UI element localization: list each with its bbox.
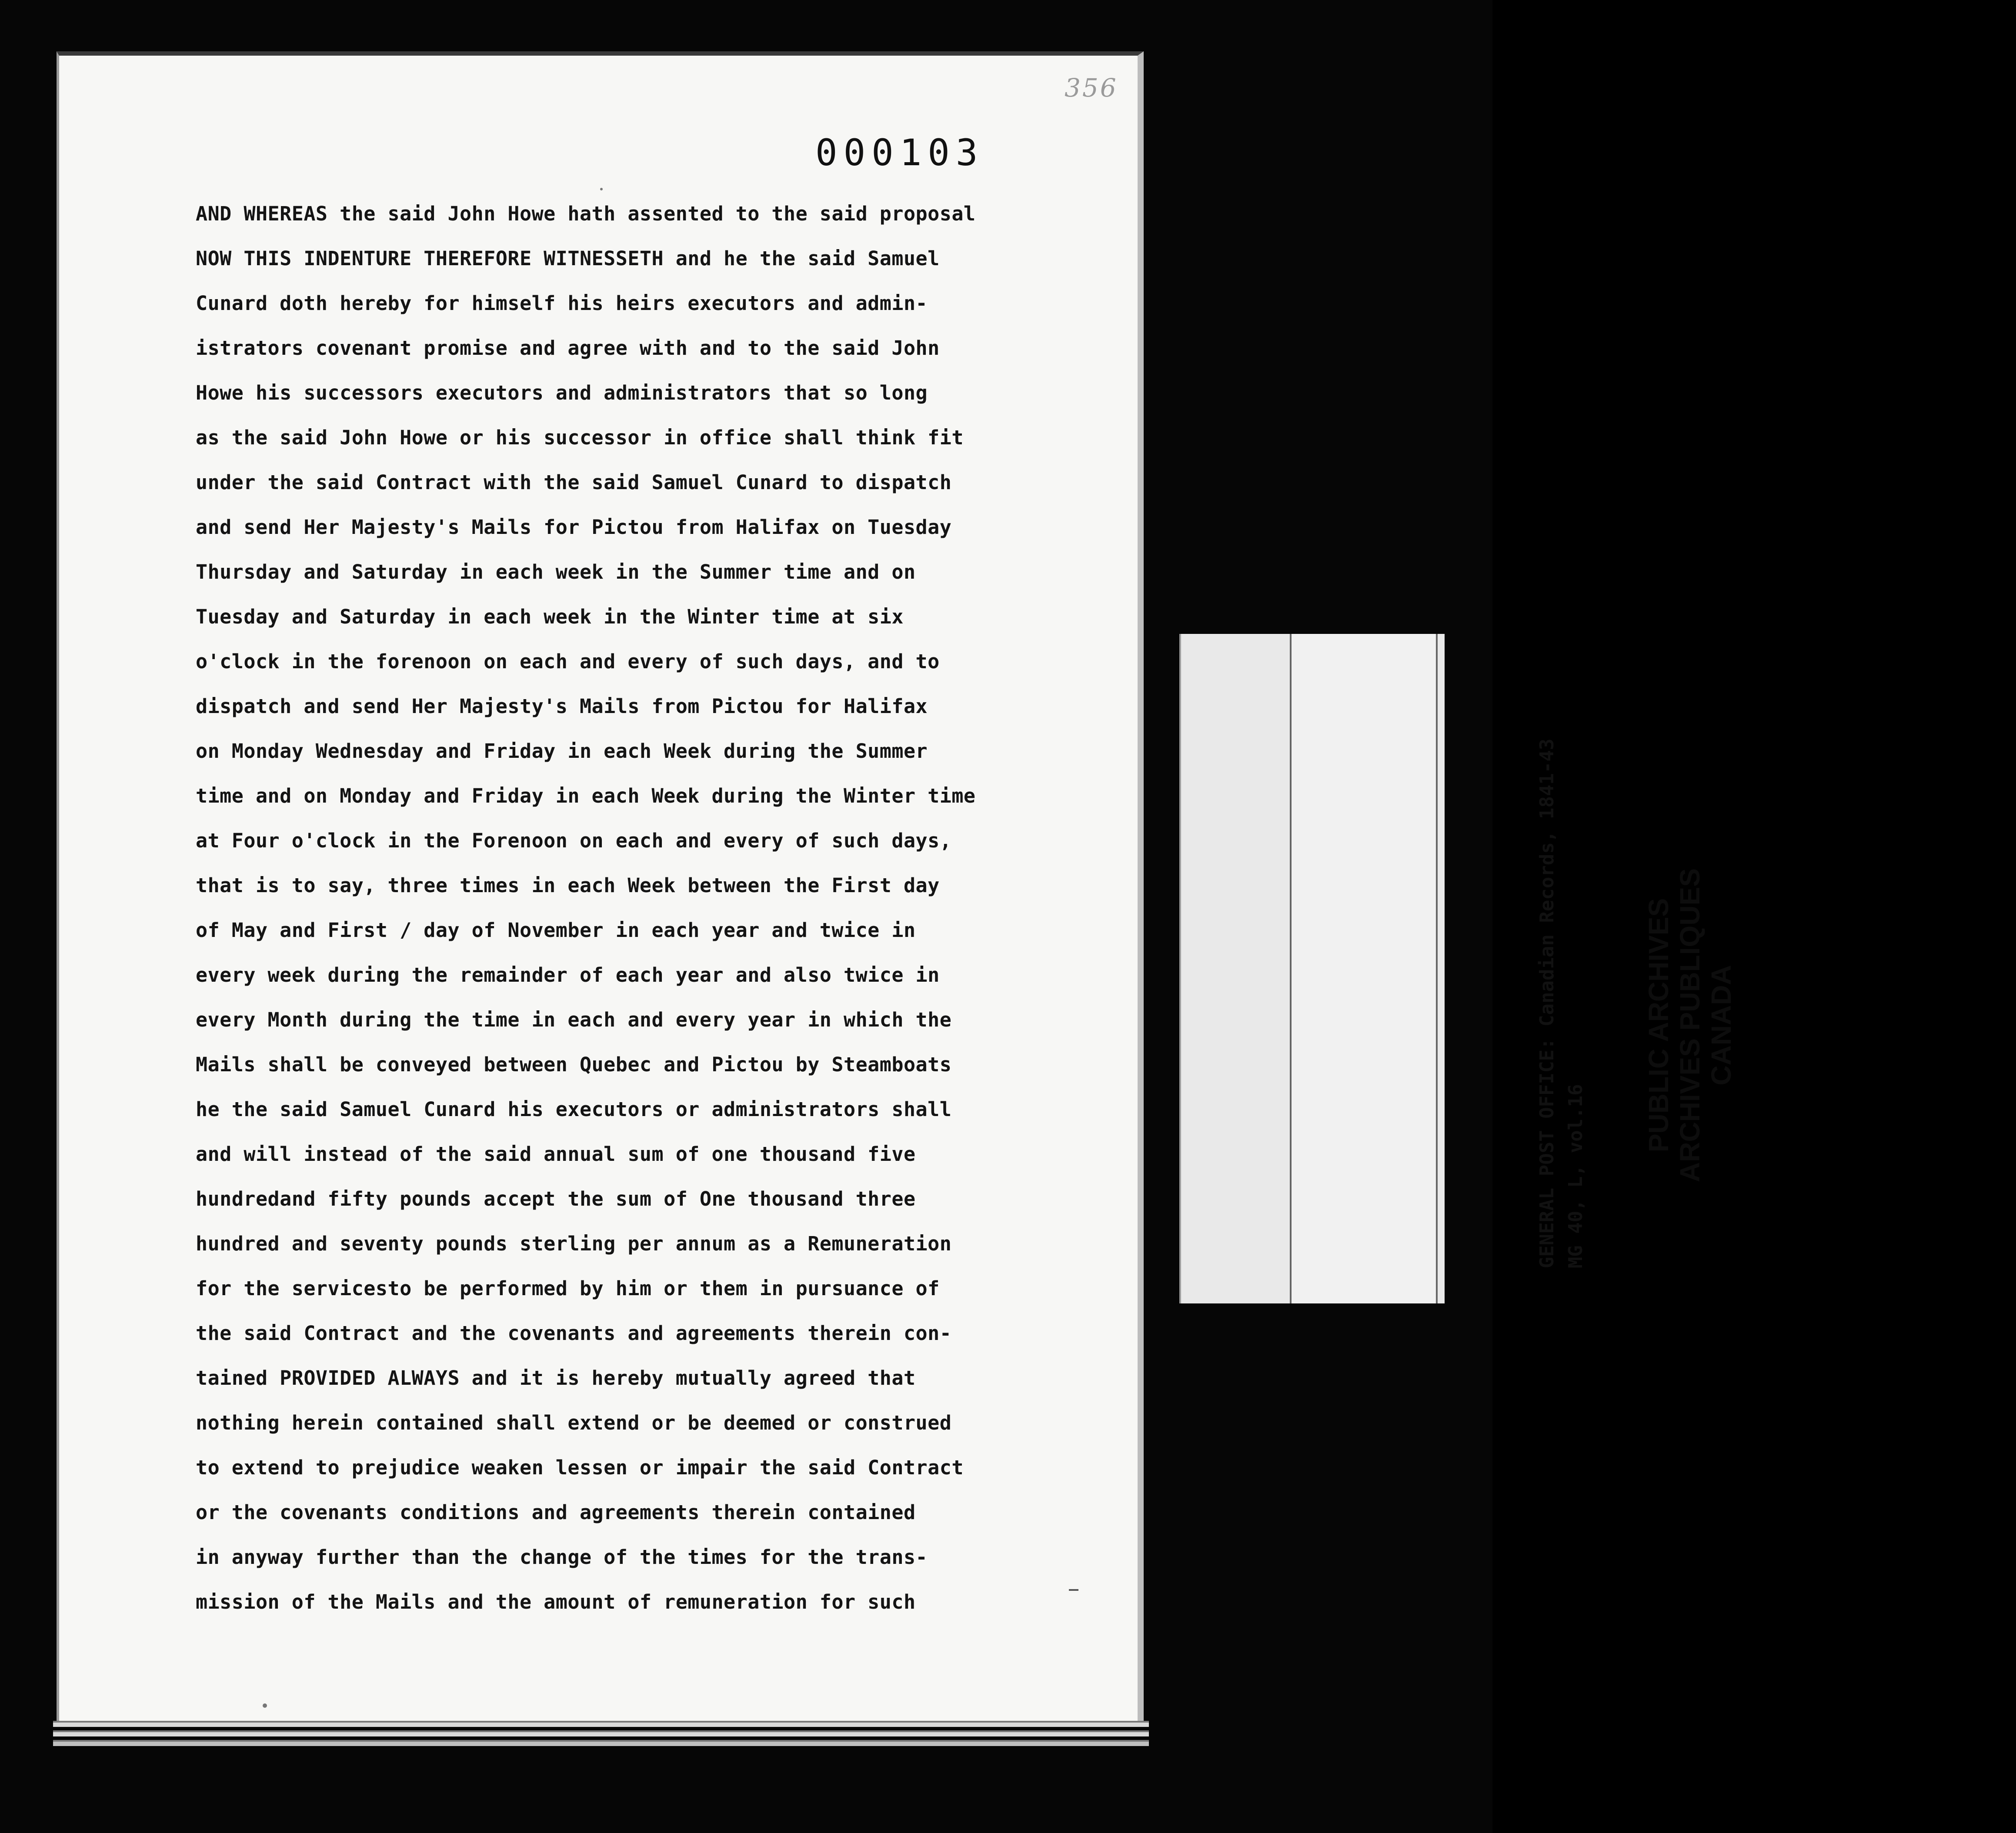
text-line: or the covenants conditions and agreements therein contained — [196, 1501, 916, 1524]
archive-label-card — [1179, 634, 1737, 1303]
page-edge — [53, 1740, 1149, 1746]
archive-name-line: PUBLIC ARCHIVES — [1643, 898, 1674, 1153]
source-line: GENERAL POST OFFICE: Canadian Records, 1841-43 — [1536, 738, 1558, 1269]
text-line: AND WHEREAS the said John Howe hath assented to the said proposal — [196, 202, 976, 225]
text-line: hundredand fifty pounds accept the sum of One thousand three — [196, 1187, 916, 1210]
text-line: Tuesday and Saturday in each week in the Winter time at six — [196, 605, 904, 628]
text-line: and send Her Majesty's Mails for Pictou from Halifax on Tuesday — [196, 516, 952, 539]
text-line: and will instead of the said annual sum of one thousand five — [196, 1143, 916, 1166]
text-line: Mails shall be conveyed between Quebec and Pictou by Steamboats — [196, 1053, 952, 1076]
text-line: every Month during the time in each and every year in which the — [196, 1008, 952, 1031]
text-line: Howe his successors executors and administrators that so long — [196, 381, 928, 404]
text-line: Cunard doth hereby for himself his heirs executors and admin- — [196, 292, 928, 315]
scan-speck — [263, 1703, 267, 1708]
archive-name-line: ARCHIVES PUBLIQUES — [1674, 868, 1706, 1182]
text-line: mission of the Mails and the amount of remuneration for such — [196, 1590, 916, 1613]
text-line: istrators covenant promise and agree with and to the said John — [196, 337, 940, 360]
text-line: every week during the remainder of each year and also twice in — [196, 963, 940, 986]
handwritten-page-number: 356 — [1065, 73, 1118, 103]
text-line: as the said John Howe or his successor in office shall think fit — [196, 426, 964, 449]
text-line: under the said Contract with the said Samuel Cunard to dispatch — [196, 471, 952, 494]
page-edge — [53, 1721, 1149, 1727]
text-line: Thursday and Saturday in each week in the Summer time and on — [196, 560, 916, 583]
typed-body-text — [196, 191, 1100, 1624]
archive-name-line: CANADA — [1706, 965, 1737, 1086]
stamped-folio-number: 000103 — [815, 131, 984, 174]
text-line: he the said Samuel Cunard his executors or administrators shall — [196, 1098, 952, 1121]
margin-dash-mark — [1069, 1589, 1078, 1591]
text-line: NOW THIS INDENTURE THEREFORE WITNESSETH and he the said Samuel — [196, 247, 940, 270]
text-line: of May and First / day of November in each year and twice in — [196, 919, 916, 942]
text-line: hundred and seventy pounds sterling per annum as a Remuneration — [196, 1232, 952, 1255]
page-edge — [53, 1730, 1149, 1736]
text-line: nothing herein contained shall extend or be deemed or construed — [196, 1411, 952, 1434]
text-line: in anyway further than the change of the times for the trans- — [196, 1546, 928, 1569]
text-line: the said Contract and the covenants and agreements therein con- — [196, 1322, 952, 1345]
page-stack-edges — [53, 1721, 1149, 1751]
text-line: to extend to prejudice weaken lessen or impair the said Contract — [196, 1456, 964, 1479]
text-line: on Monday Wednesday and Friday in each Week during the Summer — [196, 740, 928, 763]
text-line: dispatch and send Her Majesty's Mails from Pictou for Halifax — [196, 695, 928, 718]
text-line: tained PROVIDED ALWAYS and it is hereby mutually agreed that — [196, 1366, 916, 1390]
text-line: for the servicesto be performed by him or them in pursuance of — [196, 1277, 940, 1300]
text-line: at Four o'clock in the Forenoon on each and every of such days, — [196, 829, 952, 852]
text-line: o'clock in the forenoon on each and every of such days, and to — [196, 650, 940, 673]
text-line: time and on Monday and Friday in each Week during the Winter time — [196, 784, 976, 807]
volume-line: MG 40, L, vol.16 — [1565, 1084, 1587, 1269]
archive-name-text — [1643, 868, 1737, 1182]
text-line: that is to say, three times in each Week between the First day — [196, 874, 940, 897]
scan-speck — [600, 188, 603, 190]
